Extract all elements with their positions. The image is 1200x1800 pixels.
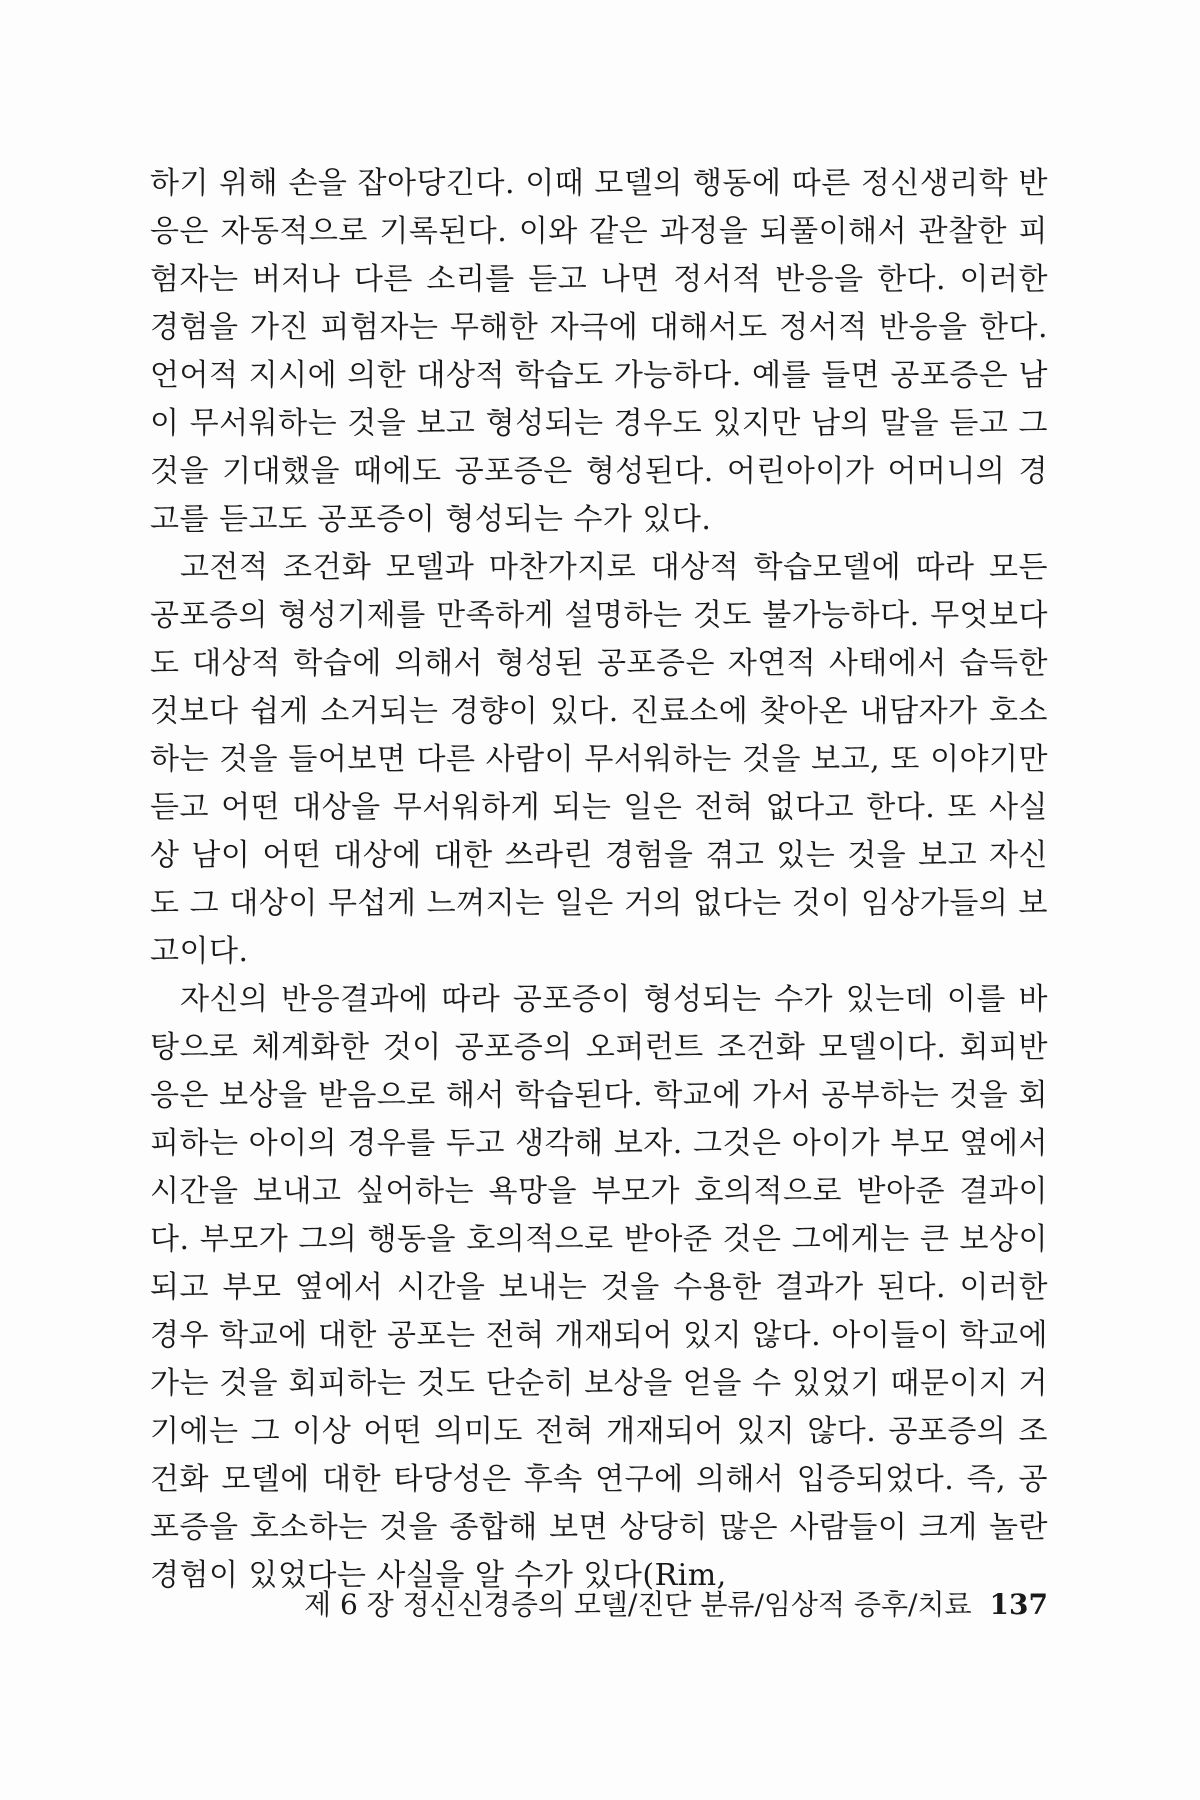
page-number: 137	[989, 1588, 1048, 1621]
paragraph: 자신의 반응결과에 따라 공포증이 형성되는 수가 있는데 이를 바탕으로 체계화한 것이 공포증의 오퍼런트 조건화 모델이다. 회피반응은 보상을 받음으로 해서 학습된다. 학교에 가서 공부하는 것을 회피하는 아이의 경우를 두고 생각해 보자. 그것은 아이가 부모 옆에서 시간을 보내고 싶어하는 욕망을 부모가 호의적으로 받아준 결과이다. 부모가 그의 행동을 호의적으로 받아준 것은 그에게는 큰 보상이 되고 부모 옆에서 시간을 보내는 것을 수용한 결과가 된다. 이러한 경우 학교에 대한 공포는 전혀 개재되어 있지 않다. 아이들이 학교에 가는 것을 회피하는 것도 단순히 보상을 얻을 수 있었기 때문이지 거기에는 그 이상 어떤 의미도 전혀 개재되어 있지 않다. 공포증의 조건화 모델에 대한 타당성은 후속 연구에 의해서 입증되었다. 즉, 공포증을 호소하는 것을 종합해 보면 상당히 많은 사람들이 크게 놀란 경험이 있었다는 사실을 알 수가 있다(Rim,	[150, 982, 1048, 1593]
page-footer	[300, 1585, 1048, 1625]
body-text	[150, 160, 1048, 1600]
running-footer-chapter-title: 제 6 장 정신신경증의 모델/진단 분류/임상적 증후/치료	[304, 1588, 972, 1621]
paragraph-continued: 하기 위해 손을 잡아당긴다. 이때 모델의 행동에 따른 정신생리학 반응은 자동적으로 기록된다. 이와 같은 과정을 되풀이해서 관찰한 피험자는 버저나 다른 소리를 듣고 나면 정서적 반응을 한다. 이러한 경험을 가진 피험자는 무해한 자극에 대해서도 정서적 반응을 한다. 언어적 지시에 의한 대상적 학습도 가능하다. 예를 들면 공포증은 남이 무서워하는 것을 보고 형성되는 경우도 있지만 남의 말을 듣고 그것을 기대했을 때에도 공포증은 형성된다. 어린아이가 어머니의 경고를 듣고도 공포증이 형성되는 수가 있다.	[150, 166, 1048, 537]
paragraph: 고전적 조건화 모델과 마찬가지로 대상적 학습모델에 따라 모든 공포증의 형성기제를 만족하게 설명하는 것도 불가능하다. 무엇보다도 대상적 학습에 의해서 형성된 공포증은 자연적 사태에서 습득한 것보다 쉽게 소거되는 경향이 있다. 진료소에 찾아온 내담자가 호소하는 것을 들어보면 다른 사람이 무서워하는 것을 보고, 또 이야기만 듣고 어떤 대상을 무서워하게 되는 일은 전혀 없다고 한다. 또 사실상 남이 어떤 대상에 대한 쓰라린 경험을 겪고 있는 것을 보고 자신도 그 대상이 무섭게 느껴지는 일은 거의 없다는 것이 임상가들의 보고이다.	[150, 550, 1048, 969]
